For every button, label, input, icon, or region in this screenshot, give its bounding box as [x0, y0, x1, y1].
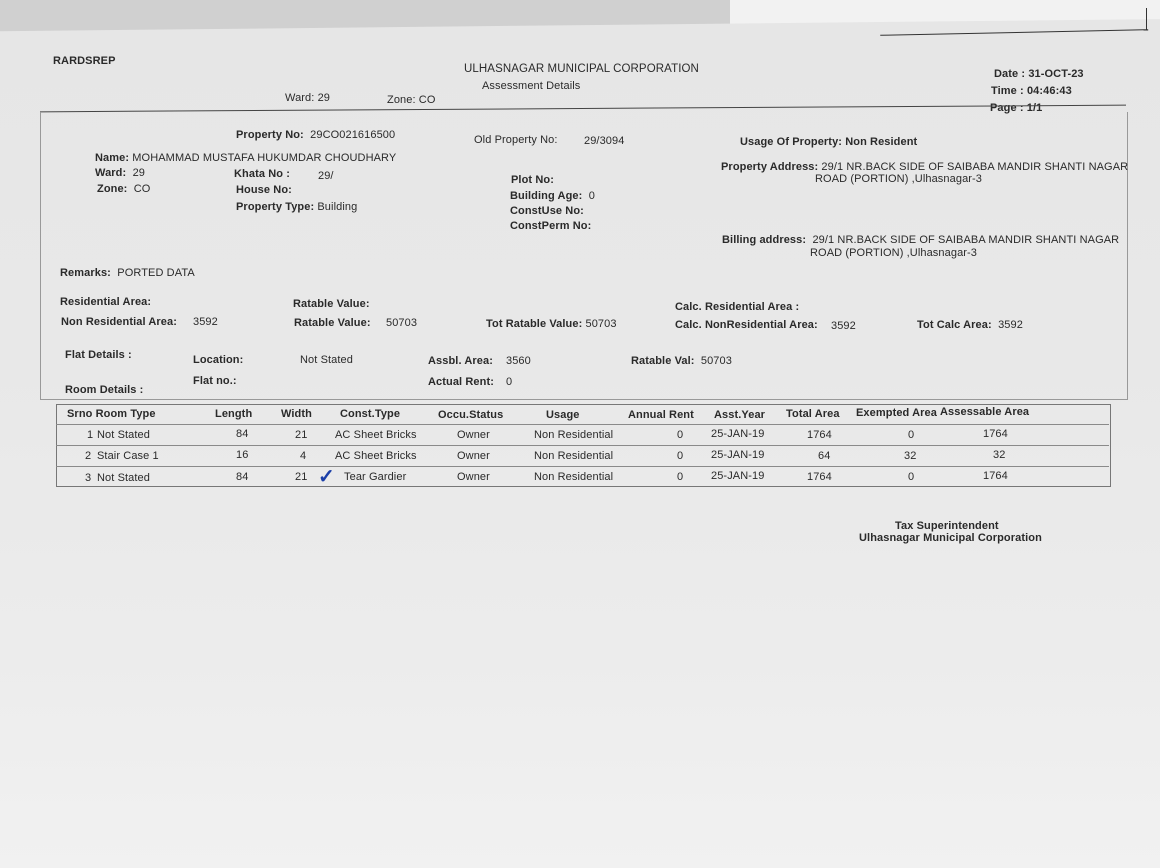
room-details-label: Room Details :	[65, 384, 144, 396]
flat-details-label: Flat Details :	[65, 349, 132, 361]
table-cell-occu-status: Owner	[457, 450, 490, 462]
col-occu-status: Occu.Status	[438, 409, 504, 421]
header-zone: Zone: CO	[387, 94, 436, 106]
table-cell-total-area: 1764	[807, 429, 832, 441]
corner-tick	[1146, 8, 1147, 30]
table-cell-srno: 2	[85, 450, 92, 462]
old-property-no-label: Old Property No:	[474, 134, 558, 146]
table-cell-exempted-area: 32	[904, 450, 917, 462]
old-property-no: 29/3094	[584, 135, 625, 147]
table-row-rule	[56, 445, 1109, 446]
table-cell-usage: Non Residential	[534, 471, 614, 483]
calc-nonresidential-area-value: 3592	[831, 320, 856, 332]
table-cell-asst-year: 25-JAN-19	[711, 428, 765, 440]
col-length: Length	[215, 408, 253, 420]
owner-name: Name: MOHAMMAD MUSTAFA HUKUMDAR CHOUDHARY	[95, 152, 397, 164]
billing-address-line2: ROAD (PORTION) ,Ulhasnagar-3	[810, 247, 978, 259]
property-no: Property No: 29CO021616500	[236, 129, 396, 141]
property-ward: Ward: 29	[95, 167, 146, 179]
table-cell-asst-year: 25-JAN-19	[711, 470, 765, 482]
table-cell-length: 84	[236, 471, 249, 483]
report-code: RARDSREP	[53, 55, 116, 67]
table-cell-length: 84	[236, 428, 249, 440]
table-cell-srno: 3	[85, 472, 92, 484]
org-name: ULHASNAGAR MUNICIPAL CORPORATION	[464, 63, 699, 75]
khata-no: 29/	[318, 170, 334, 182]
table-cell-assessable-area: 1764	[983, 470, 1008, 482]
constperm-no-label: ConstPerm No:	[510, 220, 592, 232]
table-cell-assessable-area: 32	[993, 449, 1006, 461]
property-address: Property Address: 29/1 NR.BACK SIDE OF SAIBABA MANDIR SHANTI NAGAR	[721, 161, 1129, 173]
table-cell-room-type: Not Stated	[97, 472, 150, 484]
calc-residential-area-label: Calc. Residential Area :	[675, 301, 800, 313]
col-width: Width	[281, 408, 312, 420]
table-cell-width: 21	[295, 471, 308, 483]
col-annual-rent: Annual Rent	[628, 409, 694, 421]
signatory-org: Ulhasnagar Municipal Corporation	[859, 532, 1042, 544]
location-label: Location:	[193, 354, 244, 366]
col-total-area: Total Area	[786, 408, 840, 420]
table-cell-exempted-area: 0	[908, 471, 915, 483]
building-age: Building Age: 0	[510, 190, 595, 202]
table-cell-width: 4	[300, 450, 307, 462]
ratable-val: Ratable Val: 50703	[631, 355, 732, 367]
table-cell-annual-rent: 0	[677, 450, 684, 462]
table-cell-annual-rent: 0	[677, 471, 684, 483]
tot-ratable-value: Tot Ratable Value: 50703	[486, 318, 617, 330]
property-type: Property Type: Building	[236, 201, 358, 213]
ratable-value-label-2: Ratable Value:	[294, 317, 371, 329]
header-page: Page : 1/1	[990, 102, 1043, 114]
plot-no-label: Plot No:	[511, 174, 554, 186]
non-residential-area-label: Non Residential Area:	[61, 316, 177, 328]
table-cell-total-area: 64	[818, 450, 831, 462]
table-cell-width: 21	[295, 429, 308, 441]
header-time: Time : 04:46:43	[991, 85, 1072, 97]
usage-of-property: Usage Of Property: Non Resident	[740, 136, 918, 148]
tot-calc-area: Tot Calc Area: 3592	[917, 319, 1023, 331]
location-value: Not Stated	[300, 354, 353, 366]
ratable-value: 50703	[386, 317, 418, 329]
actual-rent-label: Actual Rent:	[428, 376, 494, 388]
khata-no-label: Khata No :	[234, 168, 290, 180]
table-cell-length: 16	[236, 449, 249, 461]
table-cell-occu-status: Owner	[457, 471, 490, 483]
table-cell-exempted-area: 0	[908, 429, 915, 441]
handwritten-tick-icon: ✓	[318, 466, 335, 488]
non-residential-area-value: 3592	[193, 316, 218, 328]
report-subtitle: Assessment Details	[482, 80, 581, 92]
col-usage: Usage	[546, 409, 580, 421]
flat-no-label: Flat no.:	[193, 375, 237, 387]
table-cell-usage: Non Residential	[534, 450, 614, 462]
col-exempted-area: Exempted Area	[856, 407, 937, 419]
col-const-type: Const.Type	[340, 408, 401, 420]
table-cell-occu-status: Owner	[457, 429, 490, 441]
ratable-value-label-1: Ratable Value:	[293, 298, 370, 310]
table-cell-asst-year: 25-JAN-19	[711, 449, 765, 461]
remarks: Remarks: PORTED DATA	[60, 267, 195, 279]
billing-address: Billing address: 29/1 NR.BACK SIDE OF SAIBABA MANDIR SHANTI NAGAR	[722, 234, 1120, 246]
col-srno-roomtype: Srno Room Type	[67, 408, 156, 420]
residential-area-label: Residential Area:	[60, 296, 152, 308]
property-zone: Zone: CO	[97, 183, 151, 195]
calc-nonresidential-area-label: Calc. NonResidential Area:	[675, 319, 818, 331]
table-cell-const-type: AC Sheet Bricks	[335, 450, 417, 462]
col-asst-year: Asst.Year	[714, 409, 766, 421]
table-cell-usage: Non Residential	[534, 429, 614, 441]
table-row-rule	[56, 466, 1109, 467]
assbl-area-label: Assbl. Area:	[428, 355, 493, 367]
table-cell-const-type: Tear Gardier	[344, 471, 407, 483]
assbl-area-value: 3560	[506, 355, 531, 367]
constuse-no-label: ConstUse No:	[510, 205, 584, 217]
col-assessable-area: Assessable Area	[940, 406, 1030, 418]
signatory-title: Tax Superintendent	[895, 520, 999, 532]
table-cell-srno: 1	[87, 429, 94, 441]
property-address-line2: ROAD (PORTION) ,Ulhasnagar-3	[815, 173, 983, 185]
table-cell-room-type: Stair Case 1	[97, 450, 159, 462]
table-header-rule	[56, 424, 1109, 425]
table-cell-total-area: 1764	[807, 471, 832, 483]
table-cell-annual-rent: 0	[677, 429, 684, 441]
header-date: Date : 31-OCT-23	[994, 68, 1084, 80]
actual-rent-value: 0	[506, 376, 513, 388]
table-cell-assessable-area: 1764	[983, 428, 1008, 440]
house-no-label: House No:	[236, 184, 292, 196]
table-cell-const-type: AC Sheet Bricks	[335, 429, 417, 441]
table-cell-room-type: Not Stated	[97, 429, 150, 441]
header-ward: Ward: 29	[285, 92, 331, 104]
